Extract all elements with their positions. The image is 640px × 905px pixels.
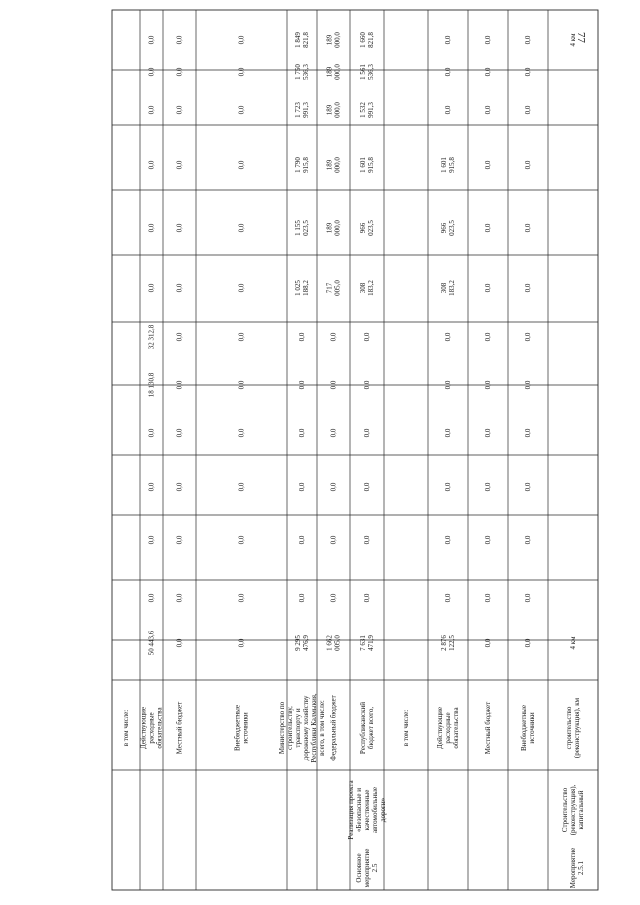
value-cell: 0,0 (175, 283, 184, 293)
value-cell: 189000,0 (325, 102, 342, 118)
value-cell: 1 660821,8 (359, 32, 375, 48)
value-cell: 966023,5 (359, 220, 375, 236)
row-name-label: Реализация проекта«Безопасные икачественныеавтомобильныедороги» (347, 780, 387, 840)
value-cell: 0,0 (484, 105, 492, 115)
value-cell: 7 631471,9 (359, 635, 375, 651)
row-measure-label: Основноемероприятие2.5 (355, 848, 379, 888)
value-cell: 0,0 (363, 380, 371, 390)
value-cell: 1 750536,3 (294, 64, 310, 80)
value-cell: 0,0 (444, 380, 452, 390)
value-cell: 0,0 (363, 535, 371, 545)
value-cell: 18 130,8 (147, 372, 156, 398)
value-cell: 0,0 (175, 223, 184, 233)
value-cell: 0,0 (524, 380, 532, 390)
value-cell: 0,0 (147, 535, 156, 545)
value-cell: 0,0 (484, 223, 492, 233)
value-cell: 0,0 (484, 35, 492, 45)
row-source-label: Республиканскийбюджет всего, (359, 701, 375, 755)
value-cell: 0,0 (147, 105, 156, 115)
value-cell: 0,0 (175, 105, 184, 115)
value-cell: 0,0 (147, 283, 156, 293)
row-measure-label: Мероприятие2.5.1 (569, 847, 585, 889)
value-cell: 308183,2 (359, 280, 375, 296)
value-cell: 0,0 (298, 428, 306, 438)
row-source-label: строительство(реконструкция), км (565, 697, 581, 759)
value-cell: 0,0 (444, 105, 452, 115)
value-cell: 0,0 (524, 67, 532, 77)
value-cell: 0,0 (175, 35, 184, 45)
value-cell: 0,0 (329, 380, 338, 390)
value-cell: 0,0 (147, 160, 156, 170)
value-cell: 0,0 (524, 535, 532, 545)
value-cell: 0,0 (524, 35, 532, 45)
value-cell: 1 790915,8 (294, 157, 310, 173)
value-cell: 0,0 (147, 482, 156, 492)
value-cell: 0,0 (175, 535, 184, 545)
value-cell: 2 876122,5 (440, 635, 456, 651)
value-cell: 0,0 (329, 535, 338, 545)
table-cells (122, 32, 585, 889)
table-grid (112, 10, 598, 890)
value-cell: 0,0 (175, 593, 184, 603)
row-source-label: Действующиерасходныеобязательства (436, 707, 460, 749)
value-cell: 966023,5 (440, 220, 456, 236)
value-cell: 1 155023,5 (294, 220, 310, 236)
row-source-label: Местный бюджет (175, 701, 184, 755)
value-cell: 0,0 (298, 380, 306, 390)
value-cell: 189000,0 (325, 157, 342, 173)
value-cell: 0,0 (363, 593, 371, 603)
value-cell: 0,0 (175, 380, 184, 390)
row-source-label: Внебюджетныеисточники (520, 705, 536, 751)
value-cell: 0,0 (298, 535, 306, 545)
value-cell: 0,0 (484, 67, 492, 77)
value-cell: 0,0 (237, 535, 246, 545)
value-cell: 0,0 (147, 428, 156, 438)
value-cell: 1 723991,3 (294, 102, 310, 118)
row-name-label: Строительство(реконструкция),капитальный (561, 784, 585, 836)
row-source-label: Федеральный бюджет (329, 695, 338, 761)
value-cell: 0,0 (237, 638, 246, 648)
value-cell: 0,0 (237, 593, 246, 603)
value-cell: 32 312,8 (147, 324, 156, 350)
value-cell: 0,0 (329, 332, 338, 342)
value-cell: 0,0 (484, 283, 492, 293)
value-cell: 0,0 (524, 638, 532, 648)
value-cell: 0,0 (363, 482, 371, 492)
page-number: 77 (575, 32, 587, 43)
value-cell: 0,0 (524, 593, 532, 603)
value-cell: 0,0 (175, 638, 184, 648)
value-cell: 0,0 (298, 482, 306, 492)
value-cell: 1 849821,8 (294, 32, 310, 48)
value-cell: 717005,0 (325, 280, 342, 296)
value-cell: 0,0 (175, 482, 184, 492)
value-cell: 0,0 (524, 283, 532, 293)
value-cell: 0,0 (444, 482, 452, 492)
value-cell: 0,0 (147, 593, 156, 603)
value-cell: 0,0 (484, 638, 492, 648)
value-cell: 0,0 (484, 380, 492, 390)
value-cell: 0,0 (175, 332, 184, 342)
row-source-label: в том числе: (402, 709, 410, 747)
row-source-label: Местный бюджет (484, 701, 492, 755)
value-cell: 4 км (569, 636, 577, 650)
value-cell: 0,0 (524, 332, 532, 342)
value-cell: 4 км (569, 33, 577, 47)
value-cell: 0,0 (298, 593, 306, 603)
value-cell: 0,0 (444, 428, 452, 438)
value-cell: 1 561536,3 (359, 64, 375, 80)
value-cell: 0,0 (237, 223, 246, 233)
value-cell: 1 025188,2 (294, 280, 310, 296)
value-cell: 0,0 (363, 332, 371, 342)
value-cell: 0,0 (484, 482, 492, 492)
value-cell: 0,0 (175, 67, 184, 77)
value-cell: 0,0 (524, 160, 532, 170)
value-cell: 1 662005,0 (325, 635, 342, 651)
value-cell: 0,0 (524, 105, 532, 115)
row-source-label: Внебюджетныеисточники (233, 705, 250, 751)
value-cell: 0,0 (484, 332, 492, 342)
value-cell: 0,0 (329, 428, 338, 438)
value-cell: 0,0 (524, 482, 532, 492)
value-cell: 0,0 (363, 428, 371, 438)
value-cell: 0,0 (237, 105, 246, 115)
value-cell: 0,0 (444, 67, 452, 77)
value-cell: 0,0 (147, 35, 156, 45)
value-cell: 0,0 (237, 35, 246, 45)
value-cell: 1 601915,8 (440, 157, 456, 173)
value-cell: 0,0 (484, 593, 492, 603)
value-cell: 0,0 (329, 593, 338, 603)
value-cell: 0,0 (329, 482, 338, 492)
value-cell: 0,0 (237, 482, 246, 492)
value-cell: 308183,2 (440, 280, 456, 296)
value-cell: 0,0 (237, 332, 246, 342)
value-cell: 0,0 (524, 428, 532, 438)
value-cell: 0,0 (237, 428, 246, 438)
value-cell: 0,0 (147, 67, 156, 77)
value-cell: 0,0 (484, 160, 492, 170)
value-cell: 9 295476,9 (294, 635, 310, 651)
value-cell: 0,0 (147, 223, 156, 233)
row-source-label: в том числе: (122, 709, 130, 747)
value-cell: 189000,0 (325, 220, 342, 236)
value-cell: 0,0 (175, 160, 184, 170)
value-cell: 1 601915,8 (359, 157, 375, 173)
value-cell: 0,0 (484, 535, 492, 545)
table-frame (112, 10, 598, 890)
value-cell: 0,0 (444, 535, 452, 545)
value-cell: 0,0 (237, 380, 246, 390)
value-cell: 0,0 (484, 428, 492, 438)
value-cell: 189000,0 (325, 64, 342, 80)
value-cell: 0,0 (444, 593, 452, 603)
value-cell: 0,0 (444, 35, 452, 45)
value-cell: 0,0 (237, 160, 246, 170)
value-cell: 189000,0 (325, 32, 342, 48)
row-source-label: Министерство построительству,транспорту идорожному хозяйствуРеспублики Калмыкия,всего, в том числе: (278, 693, 326, 763)
row-source-label: Действующиерасходныеобязательства (139, 707, 164, 749)
value-cell: 0,0 (175, 428, 184, 438)
value-cell: 0,0 (237, 67, 246, 77)
value-cell: 0,0 (298, 332, 306, 342)
value-cell: 0,0 (237, 283, 246, 293)
value-cell: 50 443,6 (147, 630, 156, 656)
value-cell: 1 532991,3 (359, 102, 375, 118)
value-cell: 0,0 (444, 332, 452, 342)
value-cell: 0,0 (524, 223, 532, 233)
